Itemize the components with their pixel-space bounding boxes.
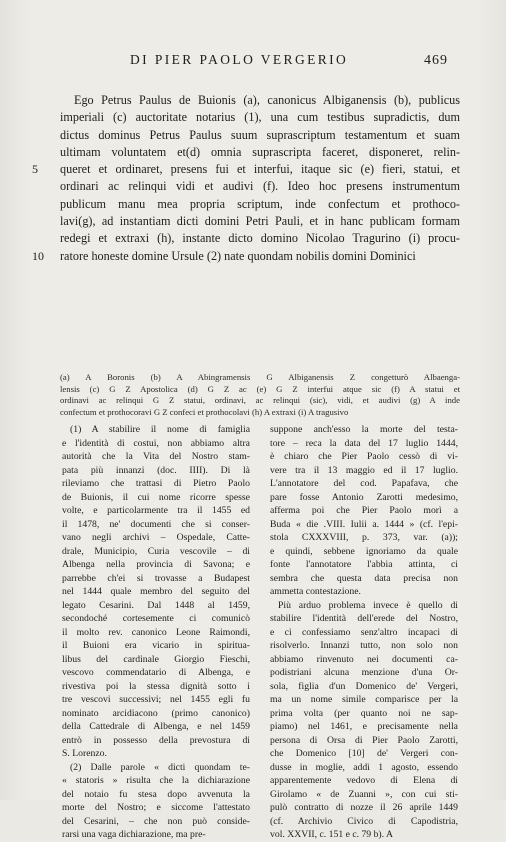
main-line-10 (32, 248, 460, 265)
footnote-line: vescovo commendatario di Albenga, e (62, 667, 250, 678)
footnote-line: (cf. Archivio Civico di Capodistria, (270, 815, 458, 827)
footnote-line: il molto rev. canonico Leone Raimondi, (62, 626, 250, 638)
footnote-line: persona di Orsa di Pier Paolo Zarotti, (270, 734, 458, 746)
main-line: Ego Petrus Paulus de Buionis (a), canonicus Albiganensis (b), publicus (74, 93, 460, 107)
footnote-line: che Domenico [10] de' Vergeri con- (270, 748, 458, 759)
running-header (130, 52, 448, 69)
footnote-line: drale, Municipio, Curia vescovile – di (62, 545, 250, 557)
footnote-line: ma un nome simile comparisce per la (270, 694, 458, 705)
footnote-line: ammetta contestazione. (270, 586, 361, 597)
footnote-line: prima volta (per quanto noi ne sap- (270, 707, 458, 719)
apparatus-line: lensis (c) G Z Apostolica (d) G Z ac (e) G Z interfui atque sic (f) A statui et (60, 383, 460, 394)
main-line: ordinari ac relinqui vidi et audivi (f). Ideo hoc presens instrumentum (60, 179, 460, 194)
main-line-text: ratore honeste domine Ursule (2) nate quondam nobilis domini Dominici (60, 248, 416, 263)
footnote-line: rivestiva poi la stessa dignità sotto i (62, 680, 250, 692)
footnote-line: e l'identità di costui, non abbiamo altra (62, 437, 250, 449)
footnotes-right-column (270, 423, 458, 842)
line-number: 5 (32, 162, 38, 177)
main-line-5 (32, 161, 460, 178)
footnote-line: tre vescovi successivi; nel 1455 egli fu (62, 694, 250, 705)
footnote-line: Girolamo « de Zuanni », con cui sti- (270, 788, 458, 800)
footnote-line: rarsi una vaga dichiarazione, ma pre- (62, 829, 206, 840)
main-line-text: queret et ordinaret, presens fui et interfui, itaque sic (e) fieri, statui, et (60, 162, 460, 177)
footnote-line: L'annotatore del cod. Papafava, che (270, 478, 458, 489)
footnote-line: sembra che questa data precisa non (270, 572, 458, 584)
footnote-line: rileviamo che trattasi di Pietro Paolo (62, 478, 250, 489)
footnote-line: tore – reca la data del 17 luglio 1444, (270, 437, 458, 449)
footnote-line: abbiamo rinvenuto nei documenti ca- (270, 653, 458, 665)
footnote-line: S. Lorenzo. (62, 748, 107, 759)
critical-apparatus (60, 372, 460, 418)
footnote-line: secondoché cortesemente ci comunicò (62, 613, 250, 624)
main-line: ultimam voluntatem et(d) omnia suprascripta faceret, disponeret, relin- (60, 144, 460, 159)
line-number: 10 (32, 248, 44, 263)
footnote-line: Albenga nella provincia di Savona; e (62, 559, 250, 570)
footnote-line: stola CXXXVIII, p. 373, var. (a)); (270, 532, 458, 543)
footnote-line: vol. XXVII, c. 151 e c. 79 b). A (270, 829, 393, 840)
footnote-line: de Buionis, il cui nome ricorre spesse (62, 491, 250, 503)
apparatus-line: confectum et prothocoravi G Z confeci et prothocolavi (h) A extraxi (i) A tragusivo (60, 406, 349, 417)
footnote-line: nominato arcidiacono (primo canonico) (62, 707, 250, 719)
footnote-line: e ci confessiamo senz'altro incapaci di (270, 626, 458, 638)
footnote-line: piamo) nel 1461, e precisamente nella (270, 721, 458, 732)
footnote-line: risolverlo. Innanzi tutto, non solo non (270, 640, 458, 651)
footnote-line: pare fosse Antonio Zarotti medesimo, (270, 491, 458, 503)
running-title: DI PIER PAOLO VERGERIO (130, 52, 349, 67)
footnote-line: vere tra il 13 maggio ed il 17 luglio. (270, 464, 458, 476)
footnote-line: morte del Nostro; e siccome l'attestato (62, 802, 250, 813)
footnotes-left-column (62, 423, 250, 842)
main-line: lavi(g), ad instantiam dicti domini Petri Pauli, et in hanc publicam formam (60, 214, 460, 229)
main-line: redegi et extraxi (h), instante dicto domino Nicolao Tragurino (i) procu- (60, 231, 460, 246)
footnote-line: del notaio fu stesa dopo avvenuta la (62, 788, 250, 800)
footnote-line: « statoris » risulta che la dichiarazione (62, 775, 250, 786)
footnote-line: autorità che la Vita del Nostro stam- (62, 451, 250, 462)
footnote-line: volte, e particolarmente tra il 1455 ed (62, 505, 250, 516)
footnote-line: del Cesarini, – che non può conside- (62, 815, 250, 827)
main-text-block (32, 92, 460, 265)
footnote-line: pata più innanzi (doc. IIII). Di là (62, 464, 250, 476)
apparatus-line: ordinavi ac relinqui G Z statui, ordinavi, ac relinqui (sic), vidi, et audivi (g) A inde (60, 395, 460, 406)
footnote-line: vano negli archivi – Ospedale, Catte- (62, 532, 250, 543)
footnote-line: il 1478, ne' documenti che si conser- (62, 518, 250, 530)
footnote-line: nel 1444 quale membro del seguito del (62, 586, 250, 597)
footnotes (62, 423, 458, 842)
main-line: dictus dominus Petrus Paulus suum suprascriptum testamentum et suam (60, 127, 460, 142)
footnote-line: dusse in moglie, addì 1 agosto, essendo (270, 761, 458, 773)
footnote-line: il Buioni era vicario in spiritua- (62, 640, 250, 651)
footnote-line: afferma poi che Pier Paolo morì a (270, 505, 458, 516)
footnote-line: pulò contratto di nozze il 26 aprile 1449 (270, 802, 458, 813)
footnote-line: Più arduo problema invece è quello di (278, 599, 458, 611)
footnote-line: fonte l'annotatore l'abbia attinta, ci (270, 559, 458, 570)
footnote-line: podistriani alcuna menzione d'una Or- (270, 667, 458, 678)
footnote-line: libus del cardinale Giorgio Fieschi, (62, 653, 250, 665)
page-number: 469 (424, 53, 448, 68)
main-line: imperiali (c) auctoritate notarius (1), una cum testibus supradictis, dum (60, 110, 460, 125)
footnote-line: legato Cesarini. Dal 1448 al 1459, (62, 599, 250, 611)
footnote-line: apparentemente vedovo di Elena di (270, 775, 458, 786)
footnote-line: e quindi, sebbene ignoriamo da quale (270, 545, 458, 557)
footnote-line: (2) Dalle parole « dicti quondam te- (70, 761, 250, 773)
main-line: publicum manu mea propria scriptum, inde confectum et prothoco- (60, 196, 460, 211)
footnote-line: sola, figlia d'un Domenico de' Vergeri, (270, 680, 458, 692)
footnote-line: suppone anch'esso la morte del testa- (270, 424, 458, 435)
footnote-line: è chiaro che Pier Paolo cessò di vi- (270, 451, 458, 462)
footnote-line: della Cattedrale di Albenga, e nel 1459 (62, 721, 250, 732)
apparatus-line: (a) A Boronis (b) A Abingramensis G Albiganensis Z congetturò Albaenga- (60, 372, 460, 382)
footnote-line: Buda « die .VIII. Iulii a. 1444 » (cf. l'epi- (270, 518, 458, 530)
footnote-line: stabilire l'identità dell'erede del Nostro, (270, 613, 458, 624)
footnote-line: entrò in possesso della prevostura di (62, 734, 250, 746)
footnote-line: (1) A stabilire il nome di famiglia (70, 424, 250, 435)
footnote-line: parrebbe ch'ei si trovasse a Budapest (62, 572, 250, 584)
